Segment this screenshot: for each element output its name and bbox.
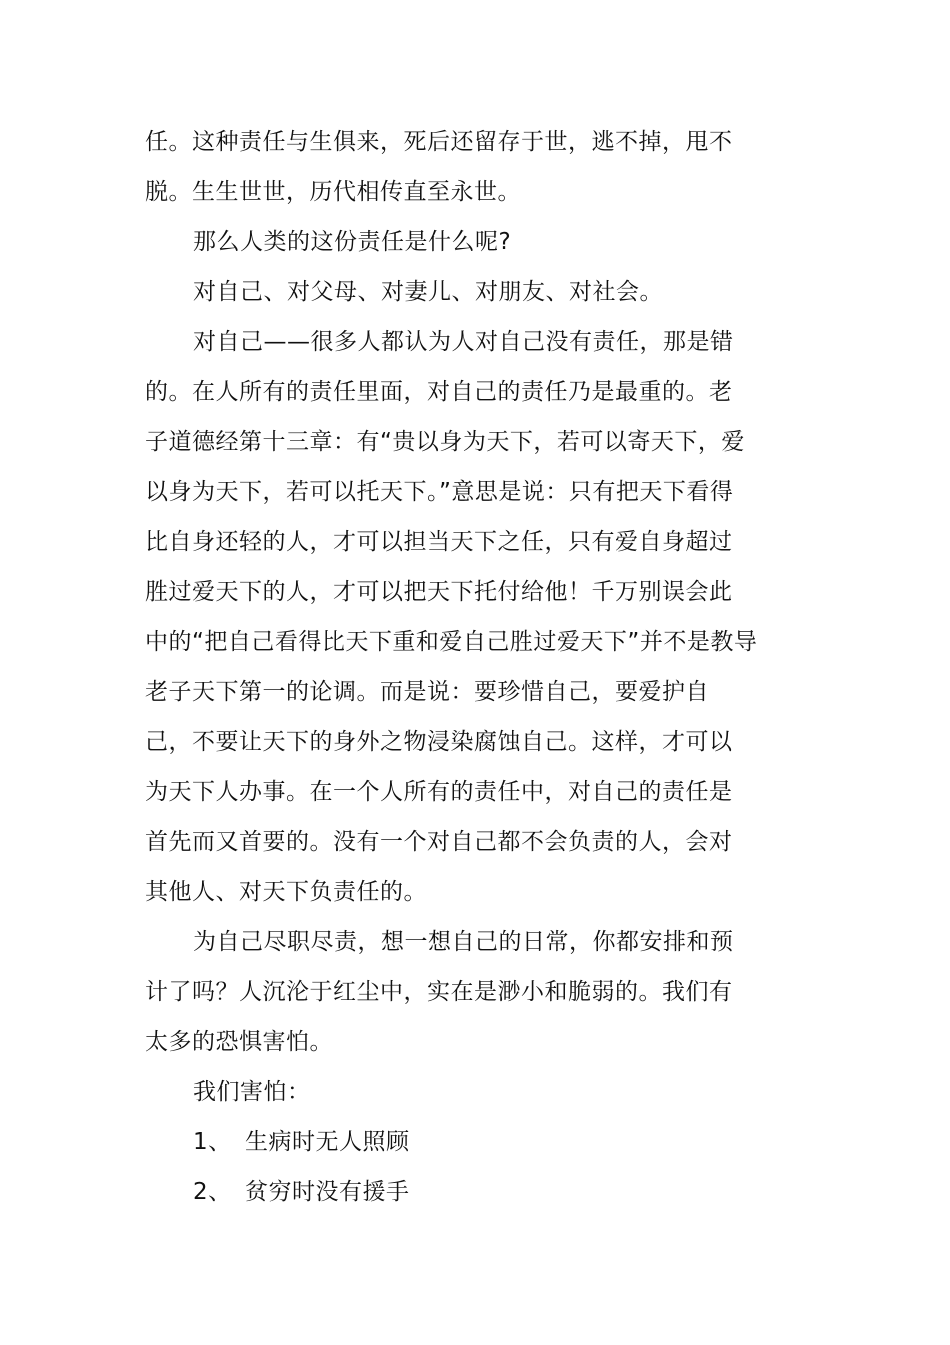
text-line: 我们害怕： <box>193 1079 311 1105</box>
text-line: 子道德经第十三章：有“贵以身为天下，若可以寄天下，爱 <box>145 429 745 455</box>
text-line: 胜过爱天下的人，才可以把天下托付给他！千万别误会此 <box>145 579 733 605</box>
text-line: 中的“把自己看得比天下重和爱自己胜过爱天下”并不是教导 <box>145 629 758 655</box>
text-line: 为天下人办事。在一个人所有的责任中，对自己的责任是 <box>145 779 733 805</box>
text-line: 老子天下第一的论调。而是说：要珍惜自己，要爱护自 <box>145 679 709 705</box>
text-line: 其他人、对天下负责任的。 <box>145 879 427 905</box>
text-line: 任。这种责任与生俱来，死后还留存于世，逃不掉，甩不 <box>145 129 733 155</box>
text-line: 为自己尽职尽责，想一想自己的日常，你都安排和预 <box>193 929 734 955</box>
list-item-text: 生病时无人照顾 <box>245 1129 410 1155</box>
text-line: 对自己——很多人都认为人对自己没有责任，那是错 <box>193 329 734 355</box>
text-line: 首先而又首要的。没有一个对自己都不会负责的人，会对 <box>145 829 733 855</box>
text-line: 对自己、对父母、对妻儿、对朋友、对社会。 <box>193 279 663 305</box>
text-line: 己，不要让天下的身外之物浸染腐蚀自己。这样，才可以 <box>145 729 733 755</box>
text-line: 以身为天下，若可以托天下。”意思是说：只有把天下看得 <box>145 479 734 505</box>
text-line: 太多的恐惧害怕。 <box>145 1029 333 1055</box>
text-line: 比自身还轻的人，才可以担当天下之任，只有爱自身超过 <box>145 529 733 555</box>
text-line: 的。在人所有的责任里面，对自己的责任乃是最重的。老 <box>145 379 733 405</box>
list-item-text: 贫穷时没有援手 <box>245 1179 410 1205</box>
text-line: 计了吗？人沉沦于红尘中，实在是渺小和脆弱的。我们有 <box>145 979 733 1005</box>
text-line: 脱。生生世世，历代相传直至永世。 <box>145 179 521 205</box>
list-item-number: 2、 <box>193 1179 232 1205</box>
list-item <box>193 1177 410 1207</box>
list-item <box>193 1127 410 1157</box>
list-item-number: 1、 <box>193 1129 232 1155</box>
text-line: 那么人类的这份责任是什么呢? <box>193 229 512 255</box>
